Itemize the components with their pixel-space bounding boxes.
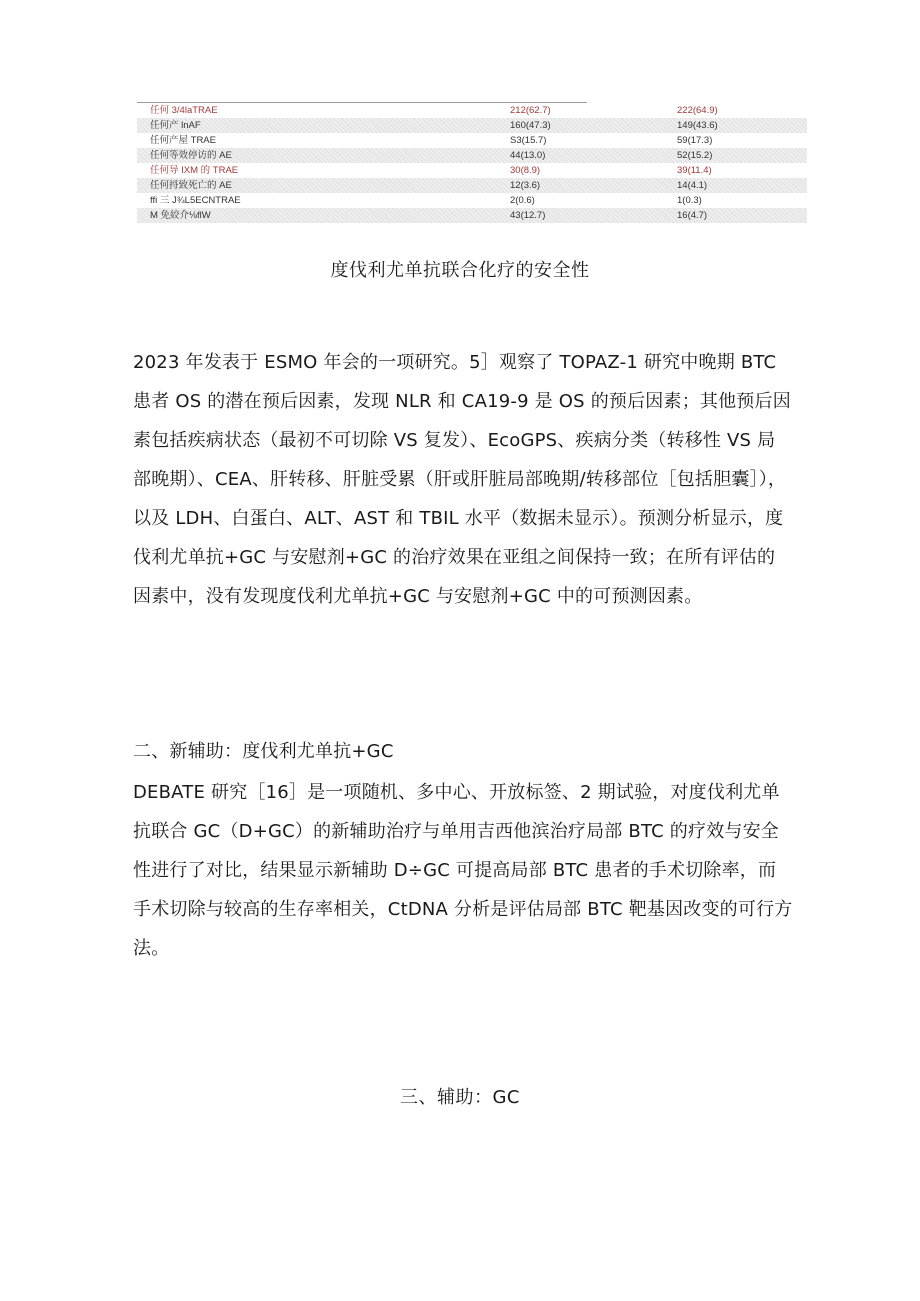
row-label: M 免絞介⅛flW <box>150 210 211 221</box>
table-row <box>137 118 807 133</box>
table-row <box>137 178 807 193</box>
row-label: 任何捋致死亡的 AE <box>150 180 232 191</box>
body-paragraph-topaz: 2023 年发表于 ESMO 年会的一项研究。5］观察了 TOPAZ-1 研究中晚期 BTC 患者 OS 的潜在预后因素，发现 NLR 和 CA19-9 是 OS 的预后因素；其他预后因素包括疾病状态（最初不可切除 VS 复发）、EcoGPS、疾病分类（转移性 VS 局部晚期）、CEA、肝转移、肝脏受累（肝或肝脏局部晚期/转移部位［包括胆囊］），以及 LDH、白蛋白、ALT、AST 和 TBIL 水平（数据未显示）。预测分析显示，度伐利尤单抗+GC 与安慰剂+GC 的治疗效果在亚组之间保持一致；在所有评估的因素中，没有发现度伐利尤单抗+GC 与安慰剂+GC 中的可预测因素。 <box>133 352 791 607</box>
row-value-durvalumab: 12(3.6) <box>510 180 541 191</box>
row-value-durvalumab: 160(47.3) <box>510 120 551 131</box>
table-row <box>137 208 807 223</box>
row-label: 任何 3/4laTRAE <box>150 105 218 116</box>
row-label: 任何导 IXM 的 TRAE <box>150 165 239 176</box>
row-label: 任何产 lnAF <box>150 120 201 131</box>
row-value-durvalumab: 212(62.7) <box>510 105 551 116</box>
row-value-placebo: 14(4.1) <box>677 180 708 191</box>
section-heading-neoadjuvant: 二、新辅助：度伐利尤单抗+GC <box>133 741 394 762</box>
table-row <box>137 103 807 118</box>
body-paragraph-debate: DEBATE 研究［16］是一项随机、多中心、开放标签、2 期试验，对度伐利尤单抗联合 GC（D+GC）的新辅助治疗与单用吉西他滨治疗局部 BTC 的疗效与安全性进行了对比，结果显示新辅助 D÷GC 可提高局部 BTC 患者的手术切除率，而手术切除与较高的生存率相关，CtDNA 分析是评估局部 BTC 靶基因改变的可行方法。 <box>133 782 793 959</box>
section-heading-adjuvant: 三、辅助：GC <box>399 1087 521 1108</box>
row-value-durvalumab: 43(12.7) <box>510 210 546 221</box>
row-label: 任何等效停访的 AE <box>150 150 232 161</box>
table-row <box>137 163 807 178</box>
row-value-durvalumab: 30(8.9) <box>510 165 541 176</box>
row-label: ffi 三 J¾L5ECNTRAE <box>150 195 241 206</box>
row-value-placebo: 52(15.2) <box>677 150 713 161</box>
table-row <box>137 133 807 148</box>
row-value-placebo: 39(11.4) <box>677 165 712 176</box>
row-value-placebo: 1(0.3) <box>677 195 702 206</box>
table-caption: 度伐利尤单抗联合化疗的安全性 <box>330 260 590 281</box>
row-value-durvalumab: S3(15.7) <box>510 135 547 146</box>
table-row <box>137 148 807 163</box>
row-value-durvalumab: 44(13.0) <box>510 150 546 161</box>
adverse-events-table <box>137 103 807 223</box>
table-row <box>137 193 807 208</box>
row-value-durvalumab: 2(0.6) <box>510 195 535 206</box>
row-label: 任何产屋 TRAE <box>150 135 216 146</box>
row-value-placebo: 16(4.7) <box>677 210 708 221</box>
row-value-placebo: 222(64.9) <box>677 105 718 116</box>
row-value-placebo: 59(17.3) <box>677 135 713 146</box>
row-value-placebo: 149(43.6) <box>677 120 718 131</box>
